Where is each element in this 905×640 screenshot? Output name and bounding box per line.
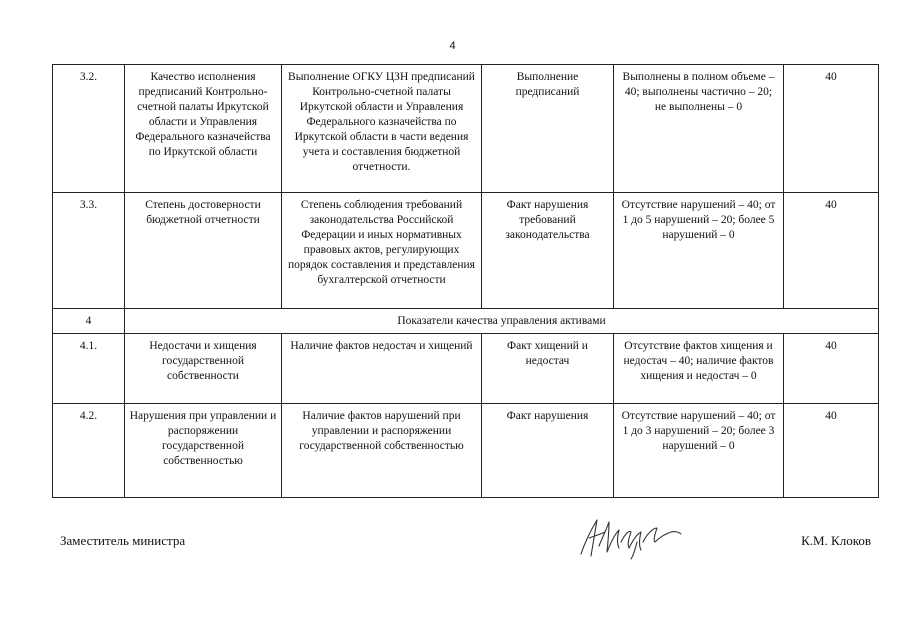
evaluation-criterion: Выполнение предписаний (482, 65, 614, 193)
section-header-row (53, 309, 879, 334)
points-scale: Отсутствие фактов хищения и недостач – 40; наличие фактов хищения и недостач – 0 (614, 334, 784, 404)
indicator-description: Выполнение ОГКУ ЦЗН предписаний Контрольно-счетной палаты Иркутской области и Управления Федерального казначейства по Иркутской области в части ведения учета и составления бюджетной отчетности. (282, 65, 482, 193)
points-scale: Отсутствие нарушений – 40; от 1 до 3 нарушений – 20; более 3 нарушений – 0 (614, 404, 784, 498)
evaluation-criterion: Факт хищений и недостач (482, 334, 614, 404)
indicator-name: Недостачи и хищения государственной собственности (125, 334, 282, 404)
table-row (53, 65, 879, 193)
table-row (53, 334, 879, 404)
signatory-name: К.М. Клоков (801, 533, 871, 548)
section-number: 4 (53, 309, 125, 334)
row-number: 3.2. (53, 65, 125, 193)
indicators-table (52, 64, 879, 498)
indicator-name: Степень достоверности бюджетной отчетности (125, 193, 282, 309)
max-points: 40 (784, 193, 879, 309)
max-points: 40 (784, 404, 879, 498)
max-points: 40 (784, 65, 879, 193)
points-scale: Выполнены в полном объеме – 40; выполнены частично – 20; не выполнены – 0 (614, 65, 784, 193)
indicator-description: Степень соблюдения требований законодательства Российской Федерации и иных нормативных правовых актов, регулирующих порядок составления и представления бухгалтерской отчетности (282, 193, 482, 309)
table-row (53, 404, 879, 498)
indicator-name: Нарушения при управлении и распоряжении государственной собственностью (125, 404, 282, 498)
row-number: 4.2. (53, 404, 125, 498)
row-number: 4.1. (53, 334, 125, 404)
signatory-position: Заместитель министра (60, 533, 186, 548)
signature-icon (575, 512, 685, 560)
section-title: Показатели качества управления активами (125, 309, 879, 334)
evaluation-criterion: Факт нарушения (482, 404, 614, 498)
page-number: 4 (449, 40, 456, 52)
indicator-name: Качество исполнения предписаний Контрольно-счетной палаты Иркутской области и Управления Федерального казначейства по Иркутской области (125, 65, 282, 193)
indicator-description: Наличие фактов нарушений при управлении и распоряжении государственной собственностью (282, 404, 482, 498)
table-row (53, 193, 879, 309)
indicator-description: Наличие фактов недостач и хищений (282, 334, 482, 404)
points-scale: Отсутствие нарушений – 40; от 1 до 5 нарушений – 20; более 5 нарушений – 0 (614, 193, 784, 309)
evaluation-criterion: Факт нарушения требований законодательства (482, 193, 614, 309)
max-points: 40 (784, 334, 879, 404)
row-number: 3.3. (53, 193, 125, 309)
